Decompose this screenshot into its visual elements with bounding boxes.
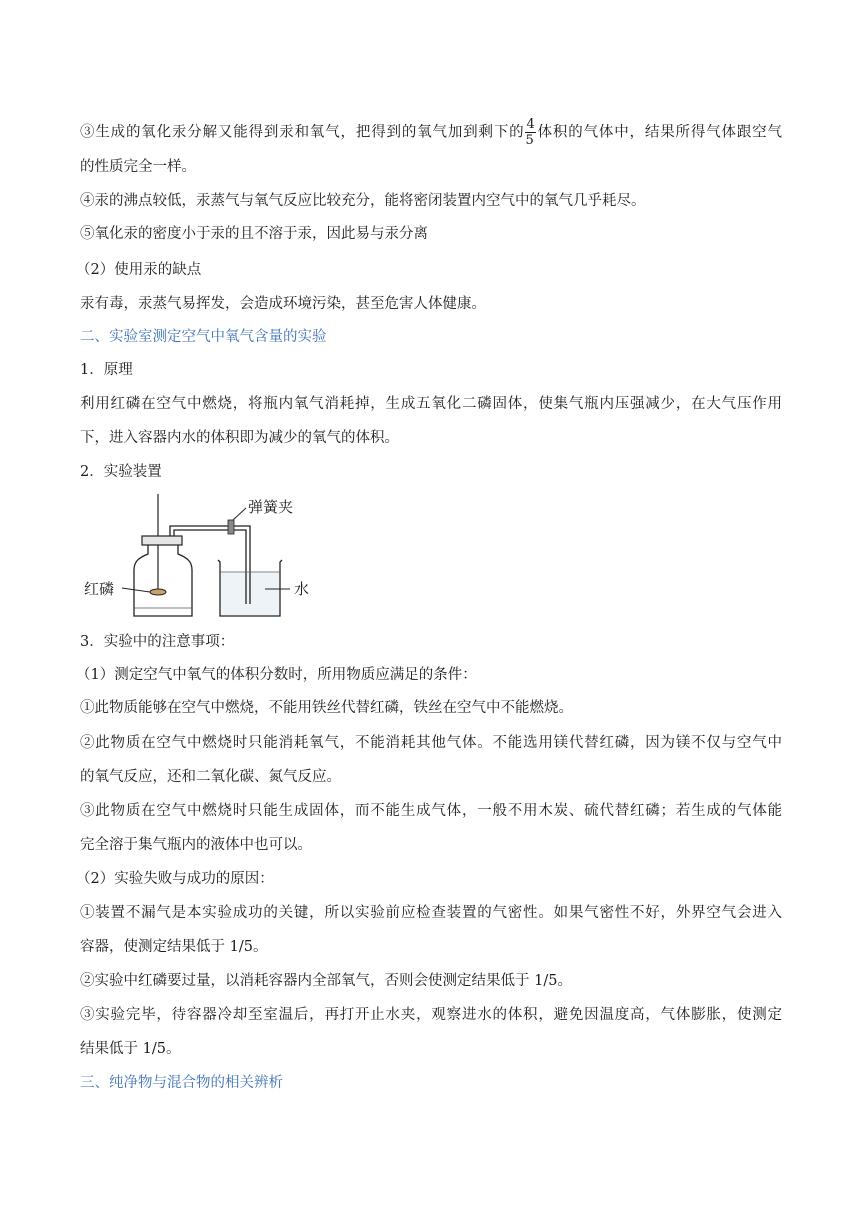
note-2-a-line-2: 容器，使测定结果低于 1/5。 — [80, 939, 268, 955]
note-1-heading: （1）测定空气中氧气的体积分数时，所用物质应满足的条件： — [76, 667, 477, 683]
fraction-denominator: 5 — [525, 133, 534, 148]
section-2-title: 二、实验室测定空气中氧气含量的实验 — [80, 329, 327, 345]
heading-precautions: 3．实验中的注意事项： — [80, 634, 235, 650]
delivery-tube — [170, 526, 234, 536]
section-3-title: 三、纯净物与混合物的相关辨析 — [80, 1075, 283, 1091]
heading-principle: 1．原理 — [80, 362, 133, 378]
p3-text-after: 体积的气体中，结果所得气体跟空气 — [536, 124, 782, 141]
gas-bottle — [134, 545, 192, 616]
clamp-pointer-line — [233, 508, 246, 520]
stopper — [142, 536, 182, 545]
p3-text-before: ③生成的氧化汞分解又能得到汞和氧气，把得到的氧气加到剩下的 — [80, 124, 525, 141]
label-spring-clamp: 弹簧夹 — [248, 498, 294, 516]
label-water: 水 — [294, 580, 310, 598]
spring-clamp — [228, 520, 234, 534]
fraction-four-fifths — [525, 118, 535, 147]
paragraph-5: ⑤氧化汞的密度小于汞的且不溶于汞，因此易与汞分离 — [80, 226, 428, 242]
note-1-a: ①此物质能够在空气中燃烧，不能用铁丝代替红磷，铁丝在空气中不能燃烧。 — [80, 700, 573, 716]
note-2-c-line-2: 结果低于 1/5。 — [80, 1041, 181, 1057]
paragraph-3-line-2: 的性质完全一样。 — [80, 159, 196, 175]
fraction-numerator: 4 — [526, 117, 535, 132]
note-2-c-line-1: ③实验完毕，待容器冷却至室温后，再打开止水夹，观察进水的体积，避免因温度高，气体膨胀，使测定 — [80, 1007, 782, 1023]
note-1-c-line-1: ③此物质在空气中燃烧时只能生成固体，而不能生成气体，一般不用木炭、硫代替红磷；若生成的气体能 — [80, 803, 782, 819]
paragraph-6: 汞有毒，汞蒸气易挥发，会造成环境污染，甚至危害人体健康。 — [80, 296, 486, 312]
phosphorus-spoon — [150, 589, 166, 595]
note-2-b: ②实验中红磷要过量，以消耗容器内全部氧气，否则会使测定结果低于 1/5。 — [80, 973, 572, 989]
note-2-a-line-1: ①装置不漏气是本实验成功的关键，所以实验前应检查装置的气密性。如果气密性不好，外界空气会进入 — [80, 905, 782, 921]
note-1-c-line-2: 完全溶于集气瓶内的液体中也可以。 — [80, 837, 312, 853]
heading-apparatus: 2．实验装置 — [80, 464, 162, 480]
note-1-b-line-2: 的氧气反应，还和二氧化碳、氮气反应。 — [80, 769, 341, 785]
paragraph-3-line-1 — [80, 118, 782, 147]
subheading-mercury-drawbacks: （2）使用汞的缺点 — [76, 262, 202, 278]
principle-line-2: 下，进入容器内水的体积即为减少的氧气的体积。 — [80, 430, 399, 446]
label-red-phosphorus: 红磷 — [84, 580, 115, 598]
note-2-heading: （2）实验失败与成功的原因： — [76, 871, 274, 887]
principle-line-1: 利用红磷在空气中燃烧，将瓶内氧气消耗掉，生成五氧化二磷固体，使集气瓶内压强减少，在大气压作用 — [80, 396, 782, 412]
apparatus-diagram — [80, 492, 340, 622]
note-1-b-line-1: ②此物质在空气中燃烧时只能消耗氧气，不能消耗其他气体。不能选用镁代替红磷，因为镁不仅与空气中 — [80, 735, 782, 751]
paragraph-4: ④汞的沸点较低，汞蒸气与氧气反应比较充分，能将密闭装置内空气中的氧气几乎耗尽。 — [80, 193, 646, 209]
phosphorus-pointer-line — [122, 588, 150, 592]
